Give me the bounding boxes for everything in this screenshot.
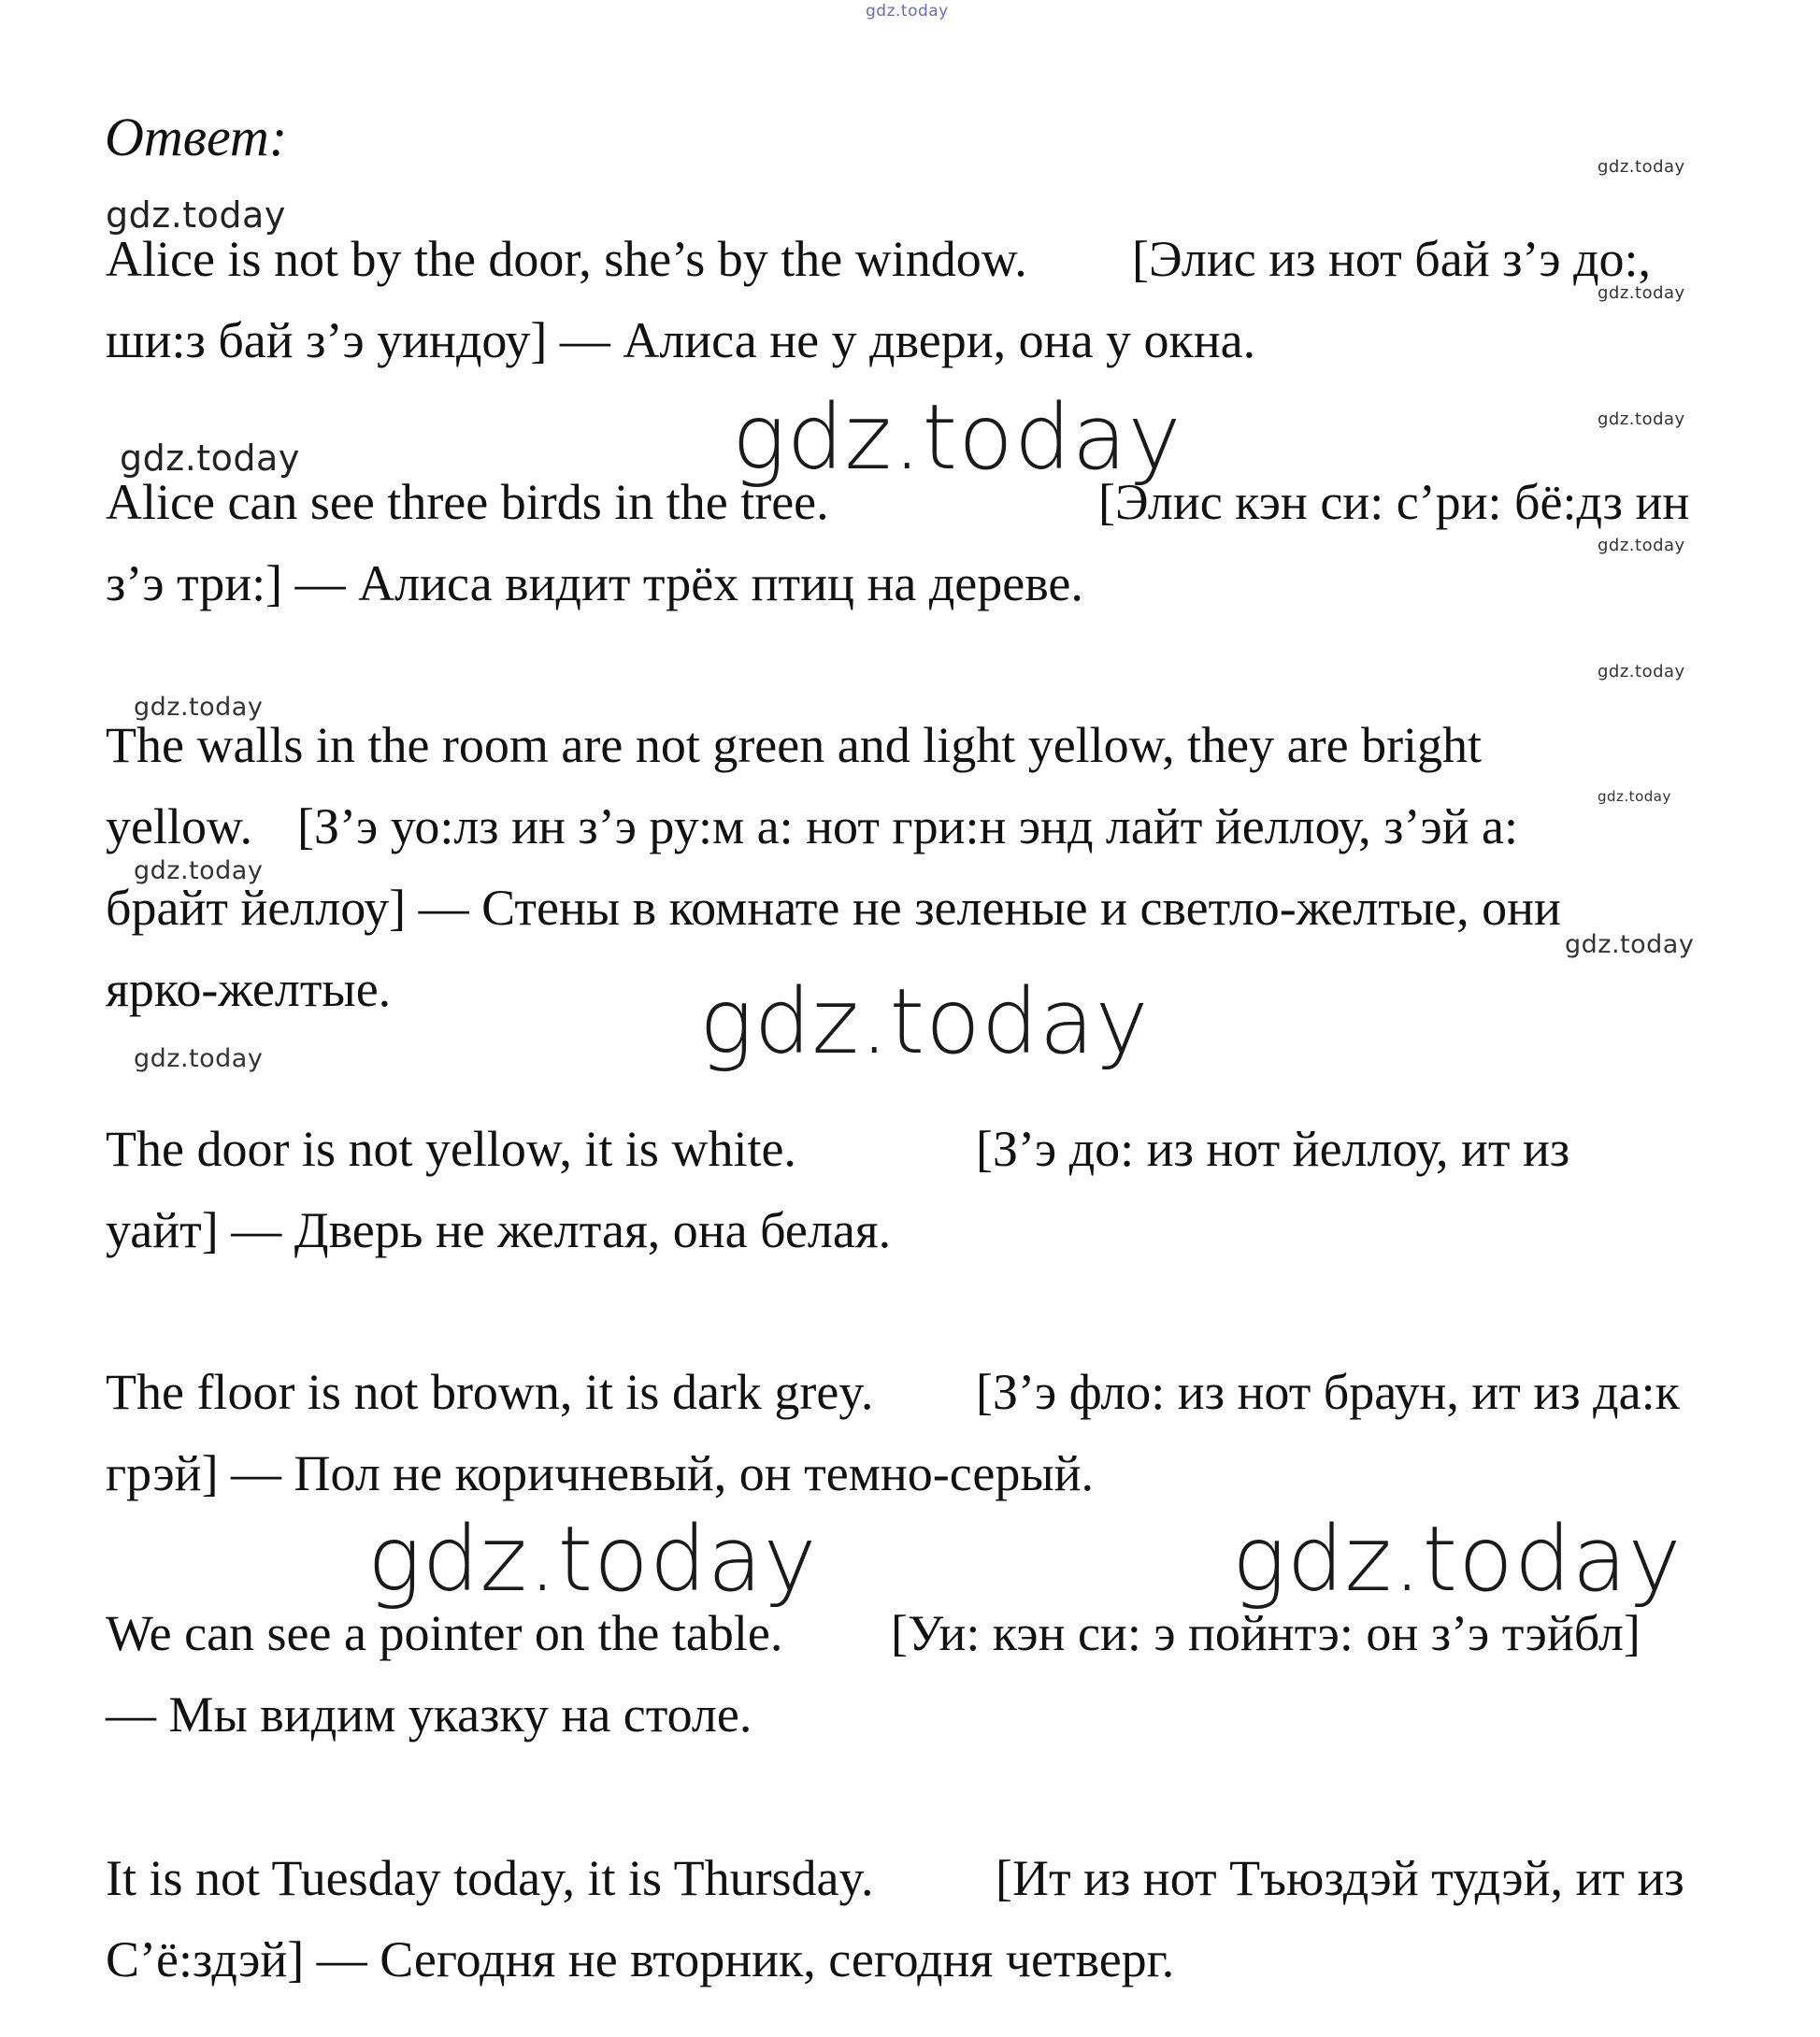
watermark-left: gdz.today — [106, 194, 286, 236]
answer-translation: ярко-желтые. — [106, 961, 392, 1017]
answer-translation: ши:з бай з’э уиндоу] — Алиса не у двери, она у окна. — [106, 312, 1256, 368]
watermark-left: gdz.today — [134, 856, 264, 885]
answer-english: The door is not yellow, it is white. — [106, 1121, 796, 1177]
watermark-right: gdz.today — [1598, 788, 1671, 805]
watermark-top: gdz.today — [866, 2, 949, 21]
watermark-large: gdz.today — [1232, 1507, 1683, 1612]
answer-transcription: [Элис из нот бай з’э до:, — [1132, 231, 1652, 287]
answer-english: Alice is not by the door, she’s by the window. — [106, 231, 1027, 287]
answer-transcription: [З’э уо:лз ин з’э ру:м а: нот гри:н энд лайт йеллоу, з’эй а: — [297, 798, 1518, 854]
watermark-right: gdz.today — [1598, 283, 1685, 303]
answer-translation: С’ё:здэй] — Сегодня не вторник, сегодня четверг. — [106, 1931, 1175, 1987]
answer-english: It is not Tuesday today, it is Thursday. — [106, 1850, 874, 1906]
answer-english: We can see a pointer on the table. — [106, 1605, 783, 1661]
answer-transcription: [З’э фло: из нот браун, ит из да:к — [976, 1364, 1680, 1420]
answer-transcription: [Уи: кэн си: э пойнтэ: он з’э тэйбл] — [891, 1605, 1641, 1661]
page-title: Ответ: — [105, 107, 288, 167]
answer-english: yellow. — [106, 798, 252, 854]
answer-transcription: [Ит из нот Тъюздэй тудэй, ит из — [996, 1850, 1684, 1906]
watermark-large: gdz.today — [367, 1507, 818, 1612]
answer-translation: з’э три:] — Алиса видит трёх птиц на дереве. — [106, 555, 1083, 611]
answer-english: The floor is not brown, it is dark grey. — [106, 1364, 874, 1420]
answer-english: Alice can see three birds in the tree. — [106, 474, 829, 530]
answer-translation: грэй] — Пол не коричневый, он темно-серый. — [106, 1445, 1095, 1501]
watermark-large: gdz.today — [732, 385, 1182, 490]
watermark-right: gdz.today — [1598, 157, 1685, 177]
answer-transcription: [Элис кэн си: с’ри: бё:дз ин — [1098, 474, 1690, 530]
answer-translation: — Мы видим указку на столе. — [106, 1686, 752, 1743]
watermark-right: gdz.today — [1598, 662, 1685, 681]
answer-english: The walls in the room are not green and light yellow, they are bright — [106, 717, 1483, 773]
answer-translation: уайт] — Дверь не желтая, она белая. — [106, 1202, 892, 1258]
watermark-right: gdz.today — [1565, 930, 1695, 959]
watermark-left: gdz.today — [120, 438, 300, 479]
answer-transcription: [З’э до: из нот йеллоу, ит из — [976, 1121, 1570, 1177]
watermark-left: gdz.today — [134, 1044, 264, 1073]
watermark-large: gdz.today — [699, 969, 1150, 1074]
answer-translation: брайт йеллоу] — Стены в комнате не зеленые и светло-желтые, они — [106, 880, 1561, 936]
watermark-left: gdz.today — [134, 693, 264, 722]
watermark-right: gdz.today — [1598, 409, 1685, 429]
watermark-right: gdz.today — [1598, 536, 1685, 555]
